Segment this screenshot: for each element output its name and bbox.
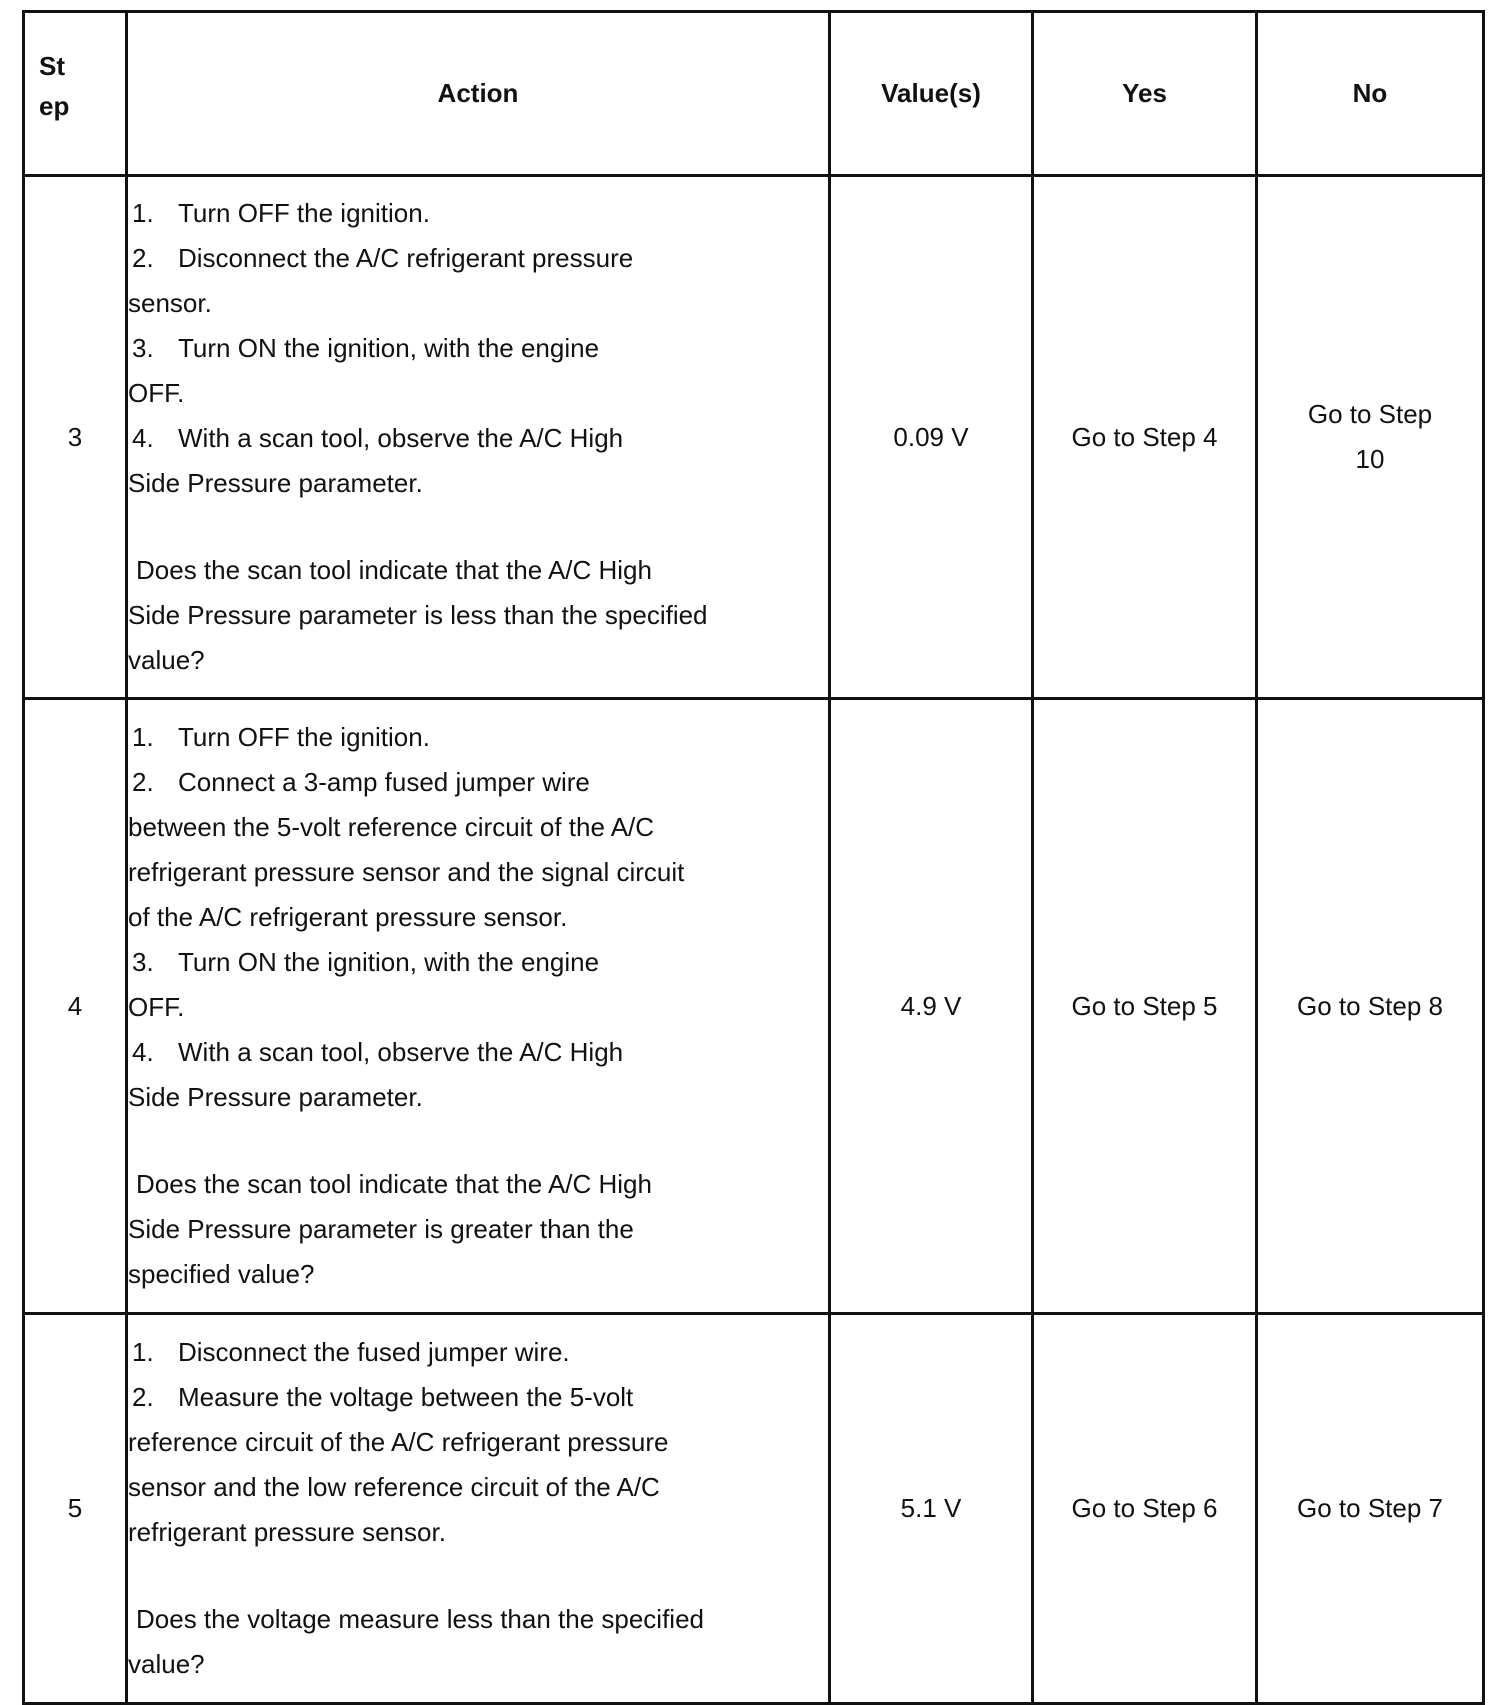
action-item-number: 1. xyxy=(132,1337,154,1367)
action-line-text: Side Pressure parameter. xyxy=(128,468,423,498)
action-line xyxy=(128,191,828,236)
action-line-text: between the 5-volt reference circuit of the A/C xyxy=(128,812,655,842)
action-line-text: Measure the voltage between the 5-volt xyxy=(178,1382,634,1412)
value-cell: 4.9 V xyxy=(830,699,1033,1314)
step-header-line2: ep xyxy=(39,90,70,121)
action-line xyxy=(128,940,828,985)
action-cell xyxy=(127,699,830,1314)
no-column-header: No xyxy=(1257,12,1484,176)
action-line xyxy=(128,715,828,760)
action-item-number: 3. xyxy=(132,947,154,977)
action-line-text: refrigerant pressure sensor and the signal circuit xyxy=(128,857,685,887)
header-row xyxy=(24,12,1484,176)
value-column-header: Value(s) xyxy=(830,12,1033,176)
action-line xyxy=(128,895,828,940)
question-text: Side Pressure parameter is greater than the xyxy=(128,1214,634,1244)
question-line xyxy=(128,593,828,638)
action-item-number: 1. xyxy=(132,198,154,228)
action-line xyxy=(128,326,828,371)
action-line xyxy=(128,416,828,461)
action-line xyxy=(128,371,828,416)
action-line-text: of the A/C refrigerant pressure sensor. xyxy=(128,902,568,932)
action-line-text: refrigerant pressure sensor. xyxy=(128,1517,446,1547)
action-item-number: 3. xyxy=(132,333,154,363)
action-cell xyxy=(127,176,830,699)
question-text: value? xyxy=(128,645,205,675)
action-line-text: Side Pressure parameter. xyxy=(128,1082,423,1112)
question-text: Side Pressure parameter is less than the specified xyxy=(128,600,708,630)
action-line-text: Turn OFF the ignition. xyxy=(178,722,430,752)
question-line xyxy=(128,1207,828,1252)
action-line-text: reference circuit of the A/C refrigerant pressure xyxy=(128,1427,669,1457)
action-line xyxy=(128,1330,828,1375)
action-line-text: sensor. xyxy=(128,288,212,318)
action-line-text: Turn ON the ignition, with the engine xyxy=(178,333,600,363)
question-line xyxy=(128,1597,828,1642)
action-line xyxy=(128,1465,828,1510)
question-line xyxy=(128,1642,828,1687)
value-cell: 0.09 V xyxy=(830,176,1033,699)
table-row xyxy=(24,699,1484,1314)
action-line xyxy=(128,461,828,506)
action-item-number: 4. xyxy=(132,1037,154,1067)
yes-cell: Go to Step 6 xyxy=(1033,1314,1257,1704)
action-line xyxy=(128,760,828,805)
spacer xyxy=(128,1120,828,1162)
action-line-text: Connect a 3-amp fused jumper wire xyxy=(178,767,590,797)
action-line xyxy=(128,1375,828,1420)
action-line xyxy=(128,805,828,850)
action-line-text: Disconnect the fused jumper wire. xyxy=(178,1337,570,1367)
action-item-number: 1. xyxy=(132,722,154,752)
action-line xyxy=(128,985,828,1030)
action-cell xyxy=(127,1314,830,1704)
value-cell: 5.1 V xyxy=(830,1314,1033,1704)
action-item-number: 2. xyxy=(132,1382,154,1412)
yes-column-header: Yes xyxy=(1033,12,1257,176)
question-text: value? xyxy=(128,1649,205,1679)
action-line-text: Turn OFF the ignition. xyxy=(178,198,430,228)
action-line xyxy=(128,850,828,895)
action-line-text: OFF. xyxy=(128,992,185,1022)
question-line xyxy=(128,548,828,593)
action-line-text: Disconnect the A/C refrigerant pressure xyxy=(178,243,634,273)
action-line-text: sensor and the low reference circuit of the A/C xyxy=(128,1472,660,1502)
question-text: Does the scan tool indicate that the A/C High xyxy=(136,1169,652,1199)
action-column-header: Action xyxy=(127,12,830,176)
yes-cell: Go to Step 5 xyxy=(1033,699,1257,1314)
yes-cell: Go to Step 4 xyxy=(1033,176,1257,699)
no-line: Go to Step 8 xyxy=(1297,990,1443,1021)
action-line-text: Turn ON the ignition, with the engine xyxy=(178,947,600,977)
action-line xyxy=(128,1075,828,1120)
question-line xyxy=(128,638,828,683)
no-cell xyxy=(1257,176,1484,699)
spacer xyxy=(128,506,828,548)
step-column-header xyxy=(24,12,127,176)
step-number-cell: 5 xyxy=(24,1314,127,1704)
action-line xyxy=(128,1510,828,1555)
action-line-text: OFF. xyxy=(128,378,185,408)
action-line xyxy=(128,1030,828,1075)
action-line xyxy=(128,236,828,281)
action-line-text: With a scan tool, observe the A/C High xyxy=(178,423,624,453)
question-line xyxy=(128,1252,828,1297)
table-row xyxy=(24,176,1484,699)
step-header-line1: St xyxy=(39,50,65,81)
action-line xyxy=(128,281,828,326)
no-cell xyxy=(1257,1314,1484,1704)
action-item-number: 2. xyxy=(132,243,154,273)
action-item-number: 4. xyxy=(132,423,154,453)
question-text: Does the voltage measure less than the specified xyxy=(136,1604,705,1634)
no-line: Go to Step 7 xyxy=(1297,1493,1443,1523)
question-text: Does the scan tool indicate that the A/C High xyxy=(136,555,652,585)
no-line: 10 xyxy=(1355,444,1385,474)
question-line xyxy=(128,1162,828,1207)
action-line-text: With a scan tool, observe the A/C High xyxy=(178,1037,624,1067)
step-number-cell: 3 xyxy=(24,176,127,699)
spacer xyxy=(128,1555,828,1597)
no-cell xyxy=(1257,699,1484,1314)
action-item-number: 2. xyxy=(132,767,154,797)
question-text: specified value? xyxy=(128,1259,315,1289)
no-line: Go to Step xyxy=(1307,399,1433,429)
table-row xyxy=(24,1314,1484,1704)
step-number-cell: 4 xyxy=(24,699,127,1314)
action-line xyxy=(128,1420,828,1465)
diagnostic-steps-table xyxy=(22,10,1485,1705)
